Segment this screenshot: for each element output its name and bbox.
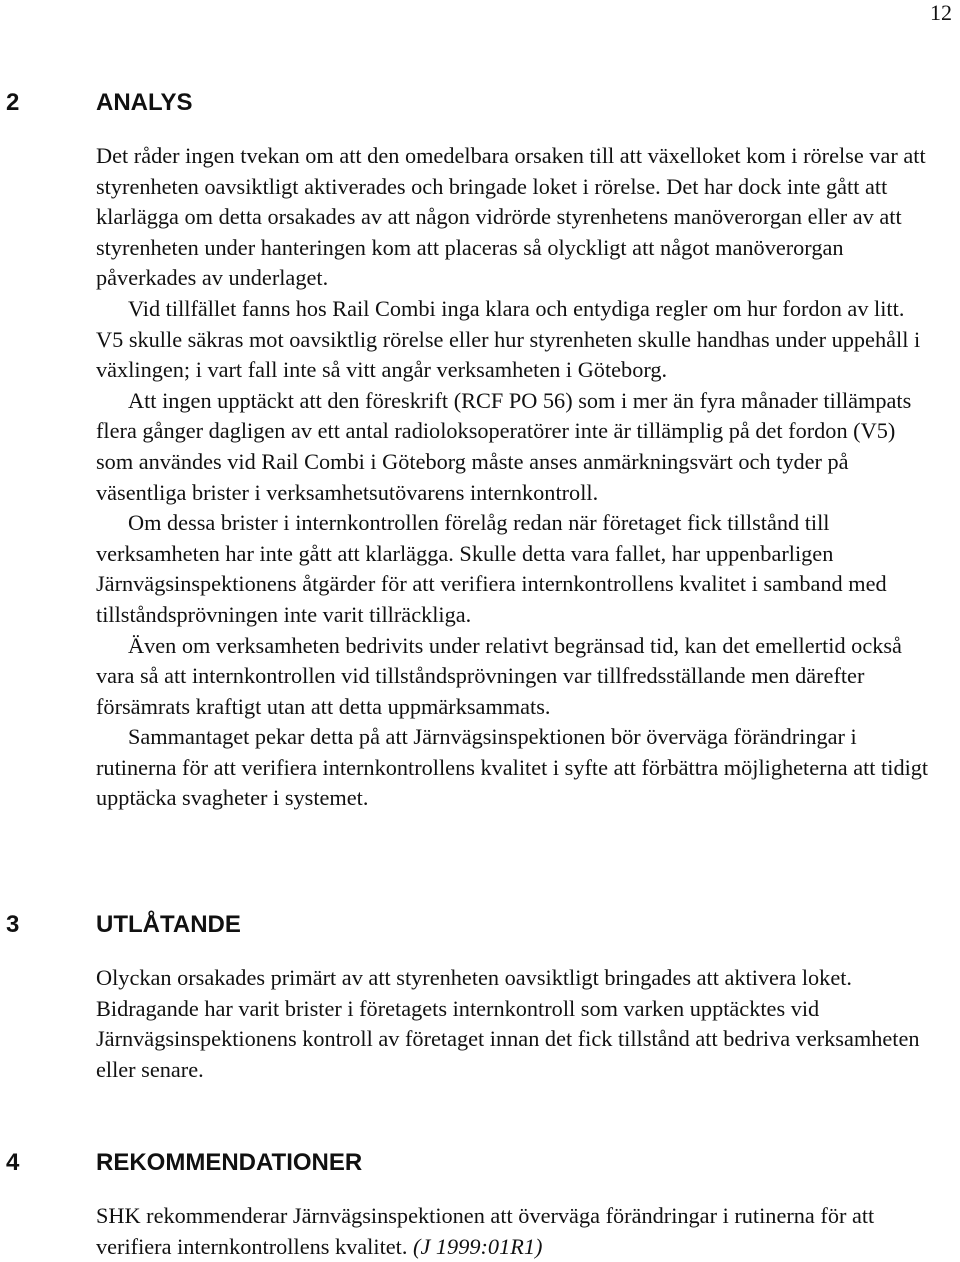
section-heading: [0, 1146, 960, 1180]
section-utlatande: [0, 908, 960, 1085]
paragraph: Det råder ingen tvekan om att den omedelbara orsaken till att växelloket kom i rörelse var att styrenheten oavsiktligt aktiverades och bringade loket i rörelse. Det har dock inte gått att klarlägga om detta orsakades av att någon vidrörde styrenhetens manöverorgan eller av att styrenheten under hanteringen kom att placeras så olyckligt att något manöverorgan påverkades av underlaget.: [96, 143, 926, 291]
section-body: [96, 141, 936, 814]
section-heading: [0, 86, 960, 120]
paragraph: Sammantaget pekar detta på att Järnvägsinspektionen bör överväga förändringar i rutinerna för att verifiera internkontrollens kvalitet i syfte att förbättra möjligheterna att tidigt upptäcka svagheter i systemet.: [96, 724, 929, 811]
section-body: [96, 1201, 936, 1262]
section-analys: [0, 86, 960, 814]
recommendation-reference: (J 1999:01R1): [413, 1233, 543, 1259]
paragraph: Att ingen upptäckt att den föreskrift (RCF PO 56) som i mer än fyra månader tillämpats flera gånger dagligen av ett antal radioloksoperatörer inte är tillämplig på det fordon (V5) som användes vid Rail Combi i Göteborg måste anses anmärkningsvärt och tyder på väsentliga brister i verksamhetsutövarens internkontroll.: [96, 387, 912, 505]
recommendation-text: SHK rekommenderar Järnvägsinspektionen att överväga förändringar i rutinerna för att verifiera internkontrollens kvalitet.: [96, 1203, 875, 1259]
section-title: ANALYS: [96, 89, 193, 116]
section-number: 4: [6, 1149, 20, 1176]
paragraph: Om dessa brister i internkontrollen förelåg redan när företaget fick tillstånd till verksamheten har inte gått att klarlägga. Skulle detta vara fallet, har uppenbarligen Järnvägsinspektionens åtgärder för att verifiera internkontrollens kvalitet i samband med tillståndsprövningen inte varit tillräckliga.: [96, 510, 887, 627]
paragraph: Olyckan orsakades primärt av att styrenheten oavsiktligt bringades att aktivera loket. Bidragande har varit brister i företagets internkontroll som varken upptäcktes vid Järnvägsinspektionens kontroll av företaget innan det fick tillstånd att bedriva verksamheten eller senare.: [96, 965, 920, 1082]
section-body: [96, 963, 936, 1085]
section-title: REKOMMENDATIONER: [96, 1149, 363, 1176]
paragraph: [96, 1201, 936, 1262]
paragraph: Även om verksamheten bedrivits under relativt begränsad tid, kan det emellertid också vara så att internkontrollen vid tillståndsprövningen var tillfredsställande men därefter försämrats kraftigt utan att detta uppmärksammats.: [96, 632, 902, 719]
section-number: 2: [6, 89, 20, 116]
section-number: 3: [6, 911, 20, 938]
section-title: UTLÅTANDE: [96, 911, 241, 938]
section-rekommendationer: [0, 1146, 960, 1262]
paragraph: Vid tillfället fanns hos Rail Combi inga klara och entydiga regler om hur fordon av litt. V5 skulle säkras mot oavsiktlig rörelse eller hur styrenheten skulle handhas under uppehåll i växlingen; i vart fall inte så vitt angår verksamheten i Göteborg.: [96, 295, 921, 383]
page-number: 12: [930, 0, 952, 25]
section-heading: [0, 908, 960, 942]
